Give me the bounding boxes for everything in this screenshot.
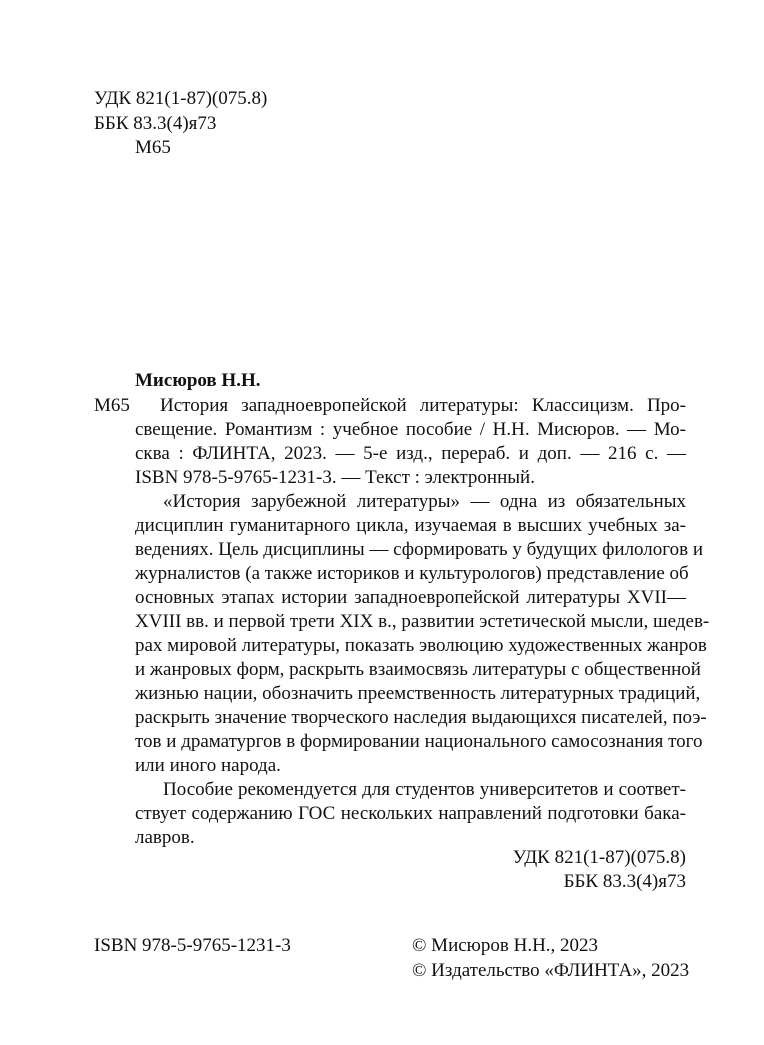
abstract-line-11: тов и драматургов в формировании национального самосознания того: [135, 731, 703, 752]
entry-line-3: сква : ФЛИНТА, 2023. — 5-е изд., перераб. и доп. — 216 с. —: [135, 443, 686, 464]
abstract-line-2: дисциплин гуманитарного цикла, изучаемая в высших учебных за-: [135, 515, 686, 536]
udk-code-top: УДК 821(1-87)(075.8): [94, 88, 268, 109]
entry-line-2: свещение. Романтизм : учебное пособие / Н.Н. Мисюров. — Мо-: [135, 419, 686, 440]
abstract-line-3: ведениях. Цель дисциплины — сформировать у будущих филологов и: [135, 539, 703, 560]
bbk-code-bottom: ББК 83.3(4)я73: [563, 871, 686, 892]
author-mark-top: М65: [135, 137, 171, 158]
footer-isbn: ISBN 978-5-9765-1231-3: [94, 935, 291, 956]
abstract-line-9: жизнью нации, обозначить преемственность литературных традиций,: [135, 683, 701, 704]
abstract-line-4: журналистов (а также историков и культурологов) представление об: [135, 563, 689, 584]
abstract-line-8: и жанровых форм, раскрыть взаимосвязь литературы с общественной: [135, 659, 701, 680]
bbk-code-top: ББК 83.3(4)я73: [94, 113, 217, 134]
entry-mark: М65: [94, 395, 130, 416]
udk-code-bottom: УДК 821(1-87)(075.8): [512, 847, 686, 868]
abstract-line-10: раскрыть значение творческого наследия выдающихся писателей, поэ-: [135, 707, 707, 728]
abstract-line-1: «История зарубежной литературы» — одна из обязательных: [163, 491, 686, 512]
abstract-line-5: основных этапах истории западноевропейской литературы XVII—: [135, 587, 686, 608]
abstract-line-7: рах мировой литературы, показать эволюцию художественных жанров: [135, 635, 707, 656]
abstract-line-6: XVIII вв. и первой трети XIX в., развитии эстетической мысли, шедев-: [135, 611, 710, 632]
copyright-author: © Мисюров Н.Н., 2023: [412, 935, 599, 956]
copyright-publisher: © Издательство «ФЛИНТА», 2023: [412, 960, 690, 981]
recommendation-line-3: лавров.: [135, 827, 195, 848]
recommendation-line-1: Пособие рекомендуется для студентов университетов и соответ-: [163, 779, 686, 800]
entry-author: Мисюров Н.Н.: [135, 370, 261, 391]
entry-line-1: История западноевропейской литературы: Классицизм. Про-: [160, 395, 686, 416]
recommendation-line-2: ствует содержанию ГОС нескольких направлений подготовки бака-: [135, 803, 686, 824]
abstract-line-12: или иного народа.: [135, 755, 281, 776]
entry-line-4: ISBN 978-5-9765-1231-3. — Текст : электронный.: [135, 467, 535, 488]
